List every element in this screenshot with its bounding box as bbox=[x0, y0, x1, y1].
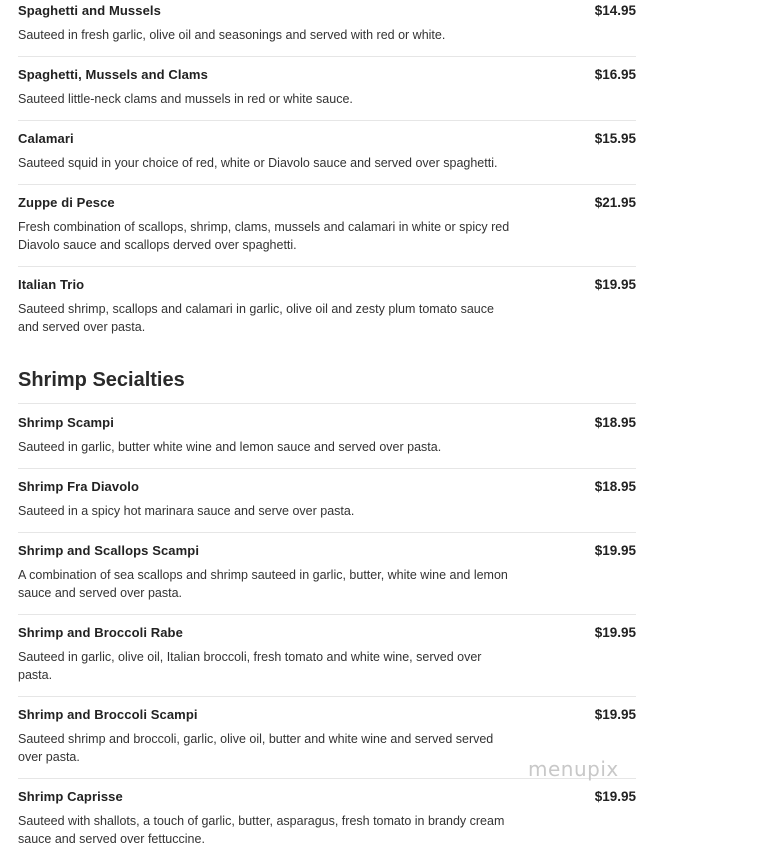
menu-item-name: Shrimp Scampi bbox=[18, 415, 114, 430]
menu-item-header bbox=[18, 625, 636, 641]
menu-item-description: Sauteed in a spicy hot marinara sauce and serve over pasta. bbox=[18, 504, 355, 518]
menu-item-description: Sauteed in fresh garlic, olive oil and seasonings and served with red or white. bbox=[18, 28, 446, 42]
menu-item-name: Shrimp and Scallops Scampi bbox=[18, 543, 200, 558]
menu-item-name: Spaghetti, Mussels and Clams bbox=[18, 67, 208, 82]
menu-item-name: Shrimp Fra Diavolo bbox=[18, 479, 139, 494]
menu-items bbox=[18, 404, 636, 860]
menu-item-header bbox=[18, 67, 636, 83]
menu-item-description: A combination of sea scallops and shrimp sauteed in garlic, butter, white wine and lemon sauce and served over pasta. bbox=[18, 568, 508, 600]
menu-item-price: $19.95 bbox=[594, 277, 636, 292]
menu-item-header bbox=[18, 707, 636, 723]
menu bbox=[18, 0, 636, 860]
menu-item bbox=[18, 779, 636, 860]
menu-item-price: $18.95 bbox=[594, 479, 636, 494]
menu-item-header bbox=[18, 131, 636, 147]
menu-item-description: Fresh combination of scallops, shrimp, clams, mussels and calamari in white or spicy red Diavolo sauce and scallops derved over spaghetti. bbox=[18, 220, 510, 252]
menu-item-header bbox=[18, 415, 636, 431]
menu-item bbox=[18, 267, 636, 348]
menu-item-description: Sauteed shrimp and broccoli, garlic, olive oil, butter and white wine and served served over pasta. bbox=[18, 732, 494, 764]
menu-item-description: Sauteed in garlic, olive oil, Italian broccoli, fresh tomato and white wine, served over pasta. bbox=[18, 650, 482, 682]
menu-item-description: Sauteed shrimp, scallops and calamari in garlic, olive oil and zesty plum tomato sauce and served over pasta. bbox=[18, 302, 494, 334]
menu-item bbox=[18, 121, 636, 185]
menu-item-header bbox=[18, 479, 636, 495]
menu-section-shrimp bbox=[18, 366, 636, 860]
menu-item-description: Sauteed in garlic, butter white wine and lemon sauce and served over pasta. bbox=[18, 440, 442, 454]
menu-item bbox=[18, 57, 636, 121]
menu-item-name: Italian Trio bbox=[18, 277, 85, 292]
menu-item-description: Sauteed squid in your choice of red, white or Diavolo sauce and served over spaghetti. bbox=[18, 156, 498, 170]
menu-item-price: $19.95 bbox=[594, 707, 636, 722]
menu-item-name: Shrimp and Broccoli Rabe bbox=[18, 625, 183, 640]
menu-item-header bbox=[18, 543, 636, 559]
menu-item-name: Spaghetti and Mussels bbox=[18, 3, 161, 18]
menu-item-header bbox=[18, 195, 636, 211]
menu-item-price: $18.95 bbox=[594, 415, 636, 430]
menu-item-name: Shrimp and Broccoli Scampi bbox=[18, 707, 198, 722]
menu-item-price: $16.95 bbox=[594, 67, 636, 82]
menu-item-price: $19.95 bbox=[594, 789, 636, 804]
menu-item-price: $15.95 bbox=[594, 131, 636, 146]
menu-item bbox=[18, 185, 636, 267]
menu-item-price: $19.95 bbox=[594, 625, 636, 640]
menu-item bbox=[18, 469, 636, 533]
menu-item-header bbox=[18, 3, 636, 19]
menu-item-name: Zuppe di Pesce bbox=[18, 195, 115, 210]
menu-item-header bbox=[18, 277, 636, 293]
menu-item bbox=[18, 615, 636, 697]
section-title: Shrimp Secialties bbox=[18, 366, 636, 404]
menu-item bbox=[18, 404, 636, 469]
menu-item bbox=[18, 0, 636, 57]
menu-item-price: $19.95 bbox=[594, 543, 636, 558]
menu-section-seafood bbox=[18, 0, 636, 348]
menu-item-price: $21.95 bbox=[594, 195, 636, 210]
menu-item bbox=[18, 533, 636, 615]
menu-item-description: Sauteed with shallots, a touch of garlic, butter, asparagus, fresh tomato in brandy cream sauce and served over fettuccine. bbox=[18, 814, 505, 846]
menu-item-name: Calamari bbox=[18, 131, 74, 146]
menu-items bbox=[18, 0, 636, 348]
menu-item-name: Shrimp Caprisse bbox=[18, 789, 123, 804]
menu-item-description: Sauteed little-neck clams and mussels in red or white sauce. bbox=[18, 92, 353, 106]
menupix-watermark: menupix bbox=[528, 757, 619, 781]
menu-item-header bbox=[18, 789, 636, 805]
menu-item-price: $14.95 bbox=[594, 3, 636, 18]
